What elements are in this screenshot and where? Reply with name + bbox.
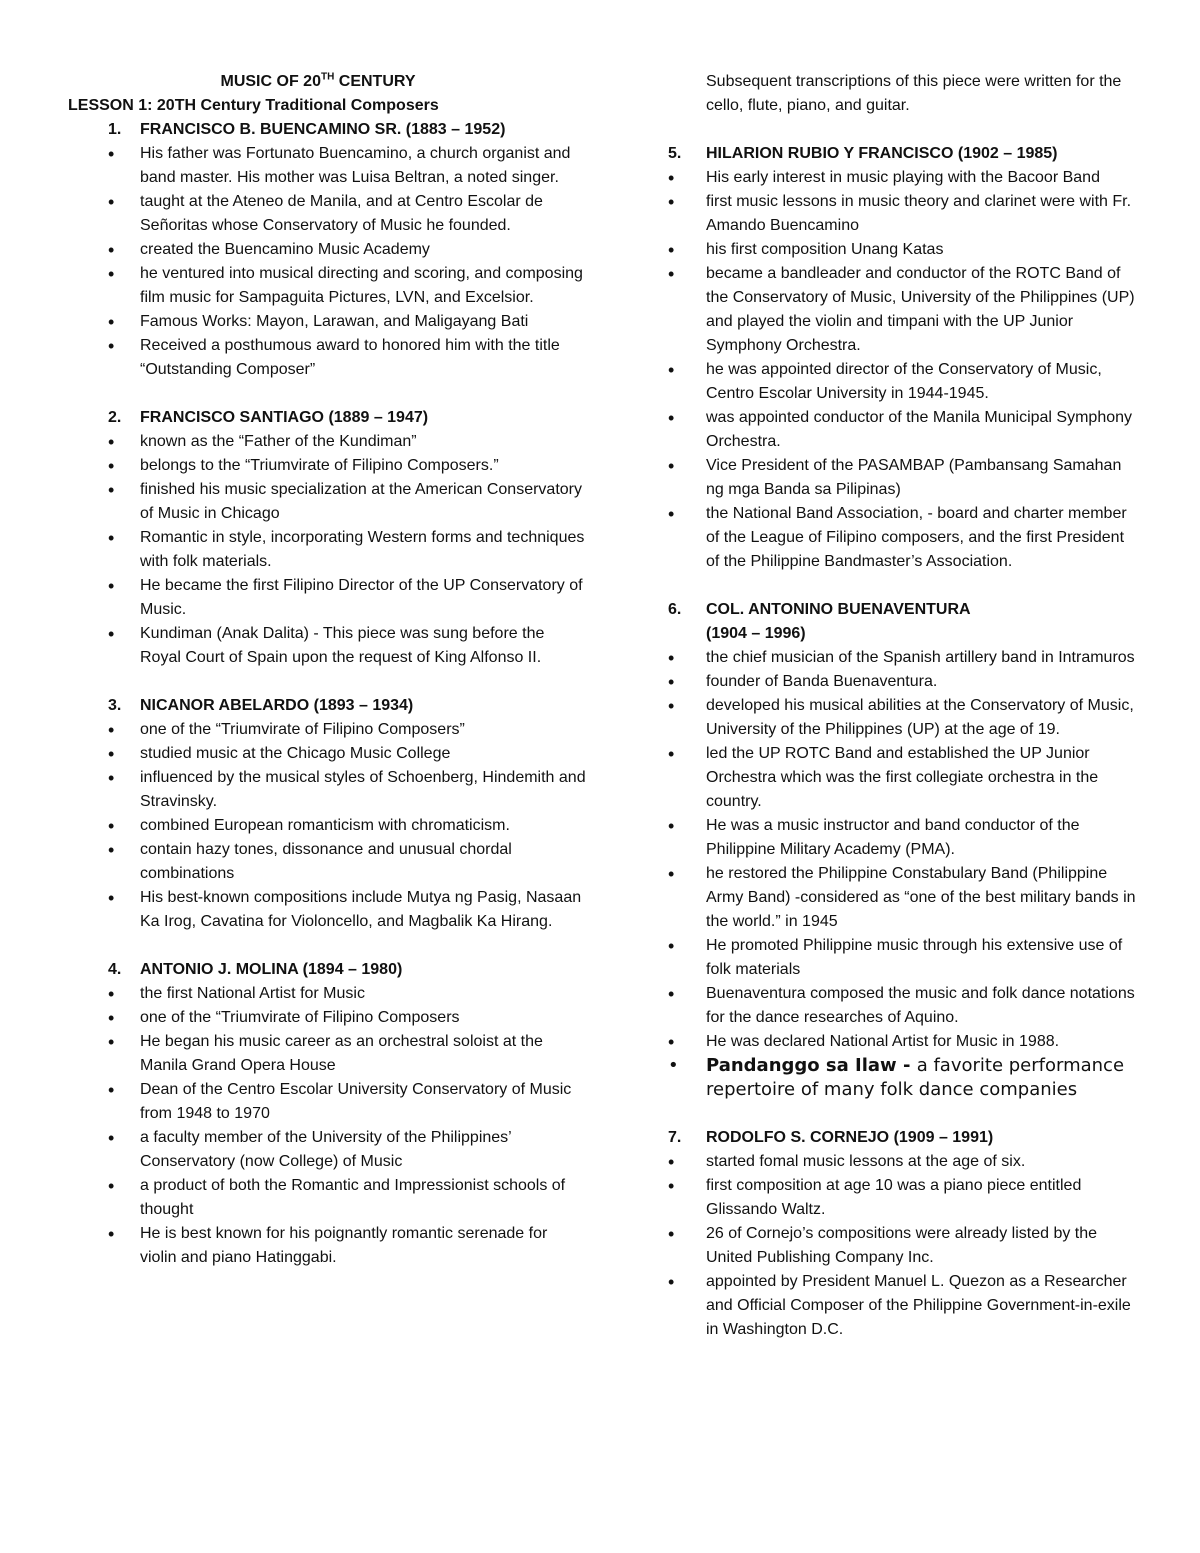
list-item: • one of the “Triumvirate of Filipino Composers: [68, 1006, 588, 1030]
list-item: • His early interest in music playing with the Bacoor Band: [668, 166, 1138, 190]
composer-1-bullets: [68, 142, 588, 382]
list-item: • studied music at the Chicago Music College: [68, 742, 588, 766]
list-item: • He was a music instructor and band conductor of the Philippine Military Academy (PMA).: [668, 814, 1138, 862]
list-item: • Pandanggo sa Ilaw - a favorite performance repertoire of many folk dance companies: [668, 1054, 1138, 1102]
list-item: • led the UP ROTC Band and established the UP Junior Orchestra which was the first collegiate orchestra in the country.: [668, 742, 1138, 814]
composer-heading-2: 2. FRANCISCO SANTIAGO (1889 – 1947): [108, 409, 429, 426]
list-item: • the chief musician of the Spanish artillery band in Intramuros: [668, 646, 1138, 670]
list-item: • Dean of the Centro Escolar University Conservatory of Music from 1948 to 1970: [68, 1078, 588, 1126]
list-item: • he ventured into musical directing and scoring, and composing film music for Sampaguita Pictures, LVN, and Excelsior.: [68, 262, 588, 310]
list-item: • started fomal music lessons at the age of six.: [668, 1150, 1138, 1174]
composer-heading-4: 4. ANTONIO J. MOLINA (1894 – 1980): [108, 961, 403, 978]
list-item: • Buenaventura composed the music and folk dance notations for the dance researches of Aquino.: [668, 982, 1138, 1030]
list-item: • combined European romanticism with chromaticism.: [68, 814, 588, 838]
list-item: • Received a posthumous award to honored him with the title “Outstanding Composer”: [68, 334, 588, 382]
list-item: • the National Band Association, - board and charter member of the League of Filipino composers, and the first President of the Philippine Bandmaster’s Association.: [668, 502, 1138, 574]
list-item: • Vice President of the PASAMBAP (Pambansang Samahan ng mga Banda sa Pilipinas): [668, 454, 1138, 502]
right-column: [668, 70, 1138, 1342]
list-item: • founder of Banda Buenaventura.: [668, 670, 1138, 694]
composer-heading-7: 7. RODOLFO S. CORNEJO (1909 – 1991): [668, 1129, 994, 1146]
composer-5-bullets: [668, 166, 1138, 574]
list-item: • the first National Artist for Music: [68, 982, 588, 1006]
list-item: • His best-known compositions include Mutya ng Pasig, Nasaan Ka Irog, Cavatina for Violoncello, and Magbalik Ka Hirang.: [68, 886, 588, 934]
composer-4-bullets: [68, 982, 588, 1270]
list-item: • developed his musical abilities at the Conservatory of Music, University of the Philippines (UP) at the age of 19.: [668, 694, 1138, 742]
list-item: • He promoted Philippine music through his extensive use of folk materials: [668, 934, 1138, 982]
list-item: • He was declared National Artist for Music in 1988.: [668, 1030, 1138, 1054]
composer-6-dates: (1904 – 1996): [706, 625, 806, 642]
list-item: • Romantic in style, incorporating Western forms and techniques with folk materials.: [68, 526, 588, 574]
composer-heading-1: 1. FRANCISCO B. BUENCAMINO SR. (1883 – 1952): [108, 121, 506, 138]
list-item: • belongs to the “Triumvirate of Filipino Composers.”: [68, 454, 588, 478]
page-title: MUSIC OF 20TH CENTURY: [220, 71, 416, 90]
list-item: • finished his music specialization at the American Conservatory of Music in Chicago: [68, 478, 588, 526]
list-item: • appointed by President Manuel L. Quezon as a Researcher and Official Composer of the Philippine Government-in-exile in Washington D.C.: [668, 1270, 1138, 1342]
lesson-title: LESSON 1: 20TH Century Traditional Composers: [68, 97, 439, 114]
list-item: • He became the first Filipino Director of the UP Conservatory of Music.: [68, 574, 588, 622]
composer-3-bullets: [68, 718, 588, 934]
list-item: • He began his music career as an orchestral soloist at the Manila Grand Opera House: [68, 1030, 588, 1078]
composer-2-bullets: [68, 430, 588, 670]
list-item: • taught at the Ateneo de Manila, and at Centro Escolar de Señoritas whose Conservatory of Music he founded.: [68, 190, 588, 238]
list-item: • became a bandleader and conductor of the ROTC Band of the Conservatory of Music, University of the Philippines (UP) and played the violin and timpani with the UP Junior Symphony Orchestra.: [668, 262, 1138, 358]
composer-heading-5: 5. HILARION RUBIO Y FRANCISCO (1902 – 1985): [668, 145, 1058, 162]
list-item: • His father was Fortunato Buencamino, a church organist and band master. His mother was Luisa Beltran, a noted singer.: [68, 142, 588, 190]
list-item: • created the Buencamino Music Academy: [68, 238, 588, 262]
list-item: • contain hazy tones, dissonance and unusual chordal combinations: [68, 838, 588, 886]
list-item: • known as the “Father of the Kundiman”: [68, 430, 588, 454]
continuation-text: Subsequent transcriptions of this piece were written for the cello, flute, piano, and guitar.: [706, 73, 1122, 114]
list-item: • first music lessons in music theory and clarinet were with Fr. Amando Buencamino: [668, 190, 1138, 238]
composer-heading-3: 3. NICANOR ABELARDO (1893 – 1934): [108, 697, 414, 714]
composer-7-bullets: [668, 1150, 1138, 1342]
list-item: • influenced by the musical styles of Schoenberg, Hindemith and Stravinsky.: [68, 766, 588, 814]
list-item: • a product of both the Romantic and Impressionist schools of thought: [68, 1174, 588, 1222]
left-column: [68, 70, 588, 1270]
list-item: • one of the “Triumvirate of Filipino Composers”: [68, 718, 588, 742]
list-item: • first composition at age 10 was a piano piece entitled Glissando Waltz.: [668, 1174, 1138, 1222]
composer-6-bullets: [668, 646, 1138, 1102]
list-item: • was appointed conductor of the Manila Municipal Symphony Orchestra.: [668, 406, 1138, 454]
list-item: • He is best known for his poignantly romantic serenade for violin and piano Hatinggabi.: [68, 1222, 588, 1270]
list-item: • he restored the Philippine Constabulary Band (Philippine Army Band) -considered as “one of the best military bands in the world.” in 1945: [668, 862, 1138, 934]
list-item: • 26 of Cornejo’s compositions were already listed by the United Publishing Company Inc.: [668, 1222, 1138, 1270]
composer-heading-6: 6. COL. ANTONINO BUENAVENTURA: [668, 601, 971, 618]
list-item: • Kundiman (Anak Dalita) - This piece was sung before the Royal Court of Spain upon the request of King Alfonso II.: [68, 622, 588, 670]
list-item: • a faculty member of the University of the Philippines’ Conservatory (now College) of Music: [68, 1126, 588, 1174]
list-item: • his first composition Unang Katas: [668, 238, 1138, 262]
list-item: • he was appointed director of the Conservatory of Music, Centro Escolar University in 1944-1945.: [668, 358, 1138, 406]
list-item: • Famous Works: Mayon, Larawan, and Maligayang Bati: [68, 310, 588, 334]
